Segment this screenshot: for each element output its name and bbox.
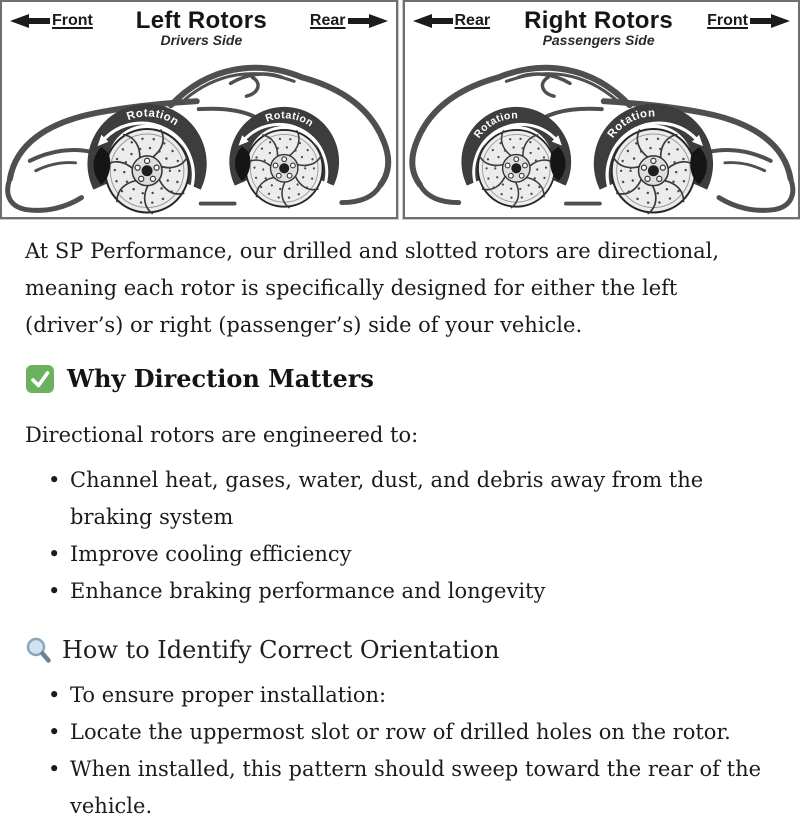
front-direction-label: [707, 12, 790, 30]
right-panel-title-block: [524, 8, 673, 48]
intro-line: meaning each rotor is specifically designed for either the left: [25, 270, 775, 307]
left-panel-title-block: [136, 8, 267, 48]
car-illustration-left: [2, 51, 396, 217]
check-mark-icon: [25, 364, 55, 394]
intro-paragraph: [25, 233, 775, 344]
rear-label-text: Rear: [310, 12, 346, 30]
intro-line: (driver’s) or right (passenger’s) side of your vehicle.: [25, 307, 775, 344]
intro-line: At SP Performance, our drilled and slotted rotors are directional,: [25, 233, 775, 270]
rotation-label: Rotation: [264, 109, 316, 129]
front-label-text: Front: [52, 12, 93, 30]
left-panel-header: [2, 2, 396, 48]
arrow-left-icon: [10, 13, 50, 29]
why-section-lead: Directional rotors are engineered to:: [25, 417, 775, 454]
heading-text: Why Direction Matters: [67, 360, 374, 397]
list-item: • Channel heat, gases, water, dust, and debris away from the braking system: [48, 462, 775, 536]
panel-title: Right Rotors: [524, 8, 673, 33]
list-item: • To ensure proper installation:: [48, 677, 775, 714]
arrow-right-icon: [750, 13, 790, 29]
rotation-label: Rotation: [471, 109, 518, 140]
rear-label-text: Rear: [455, 12, 491, 30]
front-direction-label: [10, 12, 93, 30]
left-rotors-panel: [0, 0, 398, 219]
arrow-right-icon: [348, 13, 388, 29]
list-item: • When installed, this pattern should sweep toward the rear of the vehicle.: [48, 751, 775, 825]
identify-section-list: [25, 677, 775, 825]
article-body: [0, 219, 800, 825]
car-illustration-right: [405, 51, 799, 217]
rotor-direction-diagram: [0, 0, 800, 219]
section-heading-how-to-identify: [25, 632, 775, 669]
magnifying-glass-icon: [25, 637, 52, 664]
rotation-label: Rotation: [125, 107, 181, 128]
why-section-list: [25, 462, 775, 610]
list-item: • Enhance braking performance and longevity: [48, 573, 775, 610]
front-label-text: Front: [707, 12, 748, 30]
list-item: • Locate the uppermost slot or row of drilled holes on the rotor.: [48, 714, 775, 751]
panel-title: Left Rotors: [136, 8, 267, 33]
arrow-left-icon: [413, 13, 453, 29]
right-panel-header: [405, 2, 799, 48]
panel-subtitle: Drivers Side: [136, 33, 267, 48]
rotation-label: Rotation: [605, 107, 655, 140]
right-rotors-panel: [403, 0, 800, 219]
rear-direction-label: [413, 12, 491, 30]
heading-text: How to Identify Correct Orientation: [62, 632, 500, 669]
panel-subtitle: Passengers Side: [524, 33, 673, 48]
rear-direction-label: [310, 12, 388, 30]
list-item: • Improve cooling efficiency: [48, 536, 775, 573]
section-heading-why-direction-matters: [25, 360, 775, 397]
